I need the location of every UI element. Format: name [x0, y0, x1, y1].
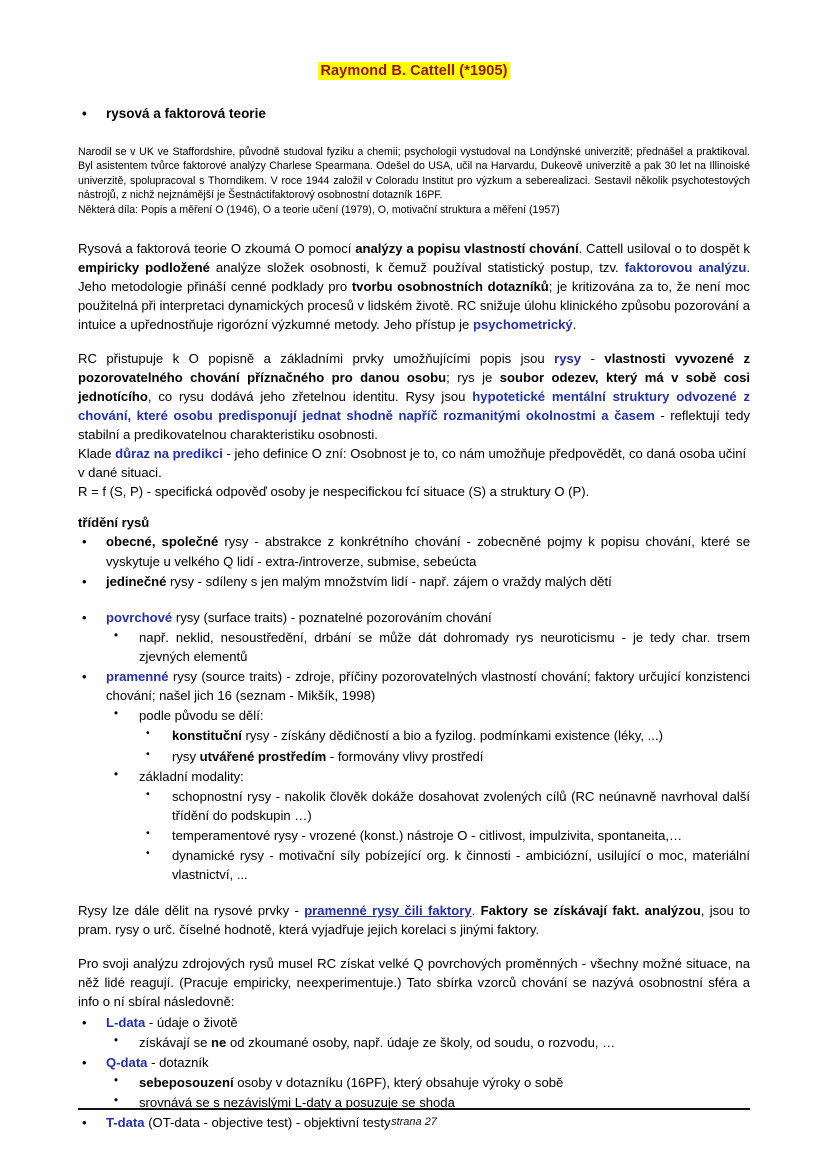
- p5-blue-underline: pramenné rysy čili faktory: [304, 903, 472, 919]
- surface-traits-list: [78, 608, 750, 627]
- item-rest: rysy - získány dědičností a bio a fyzilog. podmínkami existence (léky, ...): [241, 728, 663, 744]
- p1-t6: .: [572, 317, 577, 333]
- bullet-icon: •: [114, 1034, 119, 1047]
- p2-t2: -: [581, 350, 605, 366]
- bullet-icon: •: [82, 1055, 87, 1071]
- p3-t1: Klade: [78, 446, 116, 462]
- origin-items: [78, 726, 750, 765]
- p1-blue1: faktorovou analýzu: [624, 260, 747, 276]
- ldata-sub-bold: ne: [211, 1034, 227, 1050]
- bullet-icon: •: [146, 787, 150, 800]
- bullet-icon: •: [82, 1014, 87, 1030]
- p1-b1: analýzy a popisu vlastností chování: [355, 241, 579, 257]
- qdata-list: [78, 1053, 750, 1072]
- list-item-text: temperamentové rysy - vrozené (konst.) nástroje O - citlivost, impulzivita, spontaneita,…: [172, 827, 683, 843]
- page-title: [78, 62, 750, 80]
- paragraph-personality-sphere: Pro svoji analýzu zdrojových rysů musel RC získat velké Q povrchových proměnných - všechny možné situace, na něž lidé reagují. (Pracuje empiricky, neexperimentuje.) Tato sbírka vzorců chování se nazývá osobnostní sféra a info o ní sbíral následovně:: [78, 955, 750, 1009]
- paragraph-theory-overview: [78, 239, 750, 335]
- item-bold: konstituční: [172, 728, 242, 744]
- list-item-text: srovnává se s nezávislými L-daty a posuzuje se shoda: [139, 1095, 455, 1111]
- bullet-icon: •: [82, 534, 87, 550]
- list-item: [78, 787, 750, 825]
- ldata-label: L-data: [106, 1014, 146, 1030]
- trait-classification-list: [78, 532, 750, 590]
- list-item: [78, 1053, 750, 1072]
- qdata-sub1-bold: sebeposouzení: [139, 1075, 234, 1091]
- topic-bullet-label: rysová a faktorová teorie: [106, 106, 266, 121]
- ldata-sub-pre: získávají se: [139, 1034, 212, 1050]
- p1-t5: ; je kritizována za to, že není moc použitelná při interpretaci dynamických procesů v lidském životě. RC snižuje úlohu klinického způsobu pozorování a intuice a upřednostňuje rigorózní výzkumné metody. Jeho přístup je: [78, 279, 750, 333]
- list-item: [78, 846, 750, 884]
- bullet-icon: •: [82, 106, 87, 121]
- qdata-sublist: [78, 1073, 750, 1112]
- list-item: [78, 532, 750, 570]
- p3-blue1: důraz na predikci: [115, 446, 223, 462]
- p2-t4: , co rysu dodává jeho zřetelnou identitu. Rysy jsou: [147, 388, 473, 404]
- p2-b2: soubor odezev, který má v sobě cosi jednotícího: [78, 369, 750, 404]
- topic-bullet: [78, 106, 750, 121]
- bullet-icon: •: [82, 1115, 87, 1131]
- bullet-icon: •: [114, 708, 119, 721]
- p1-b2: empiricky podložené: [78, 260, 210, 276]
- list-item: [78, 706, 750, 725]
- ldata-sub-post: od zkoumané osoby, např. údaje ze školy, od soudu, o rozvodu, …: [226, 1034, 616, 1050]
- page-title-text: Raymond B. Cattell (*1905): [320, 63, 508, 79]
- origin-group: [78, 706, 750, 725]
- bullet-icon: •: [114, 629, 119, 642]
- bullet-icon: •: [146, 826, 150, 839]
- source-traits-list: [78, 667, 750, 705]
- list-item-text: [172, 747, 750, 766]
- p1-b3: tvorbu osobnostních dotazníků: [351, 279, 549, 295]
- paragraph-prediction: [78, 444, 750, 482]
- povrchove-rest: rysy (surface traits) - poznatelné pozorováním chování: [172, 609, 492, 625]
- list-item: [78, 1073, 750, 1092]
- list-item-text: [106, 667, 750, 705]
- list-item: [78, 608, 750, 627]
- list-item-text: základní modality:: [139, 768, 244, 784]
- tdata-rest: (OT-data - objective test) - objektivní testy: [144, 1115, 391, 1131]
- p3-t2: - jeho definice O zní: Osobnost je to, co nám umožňuje předpovědět, co daná osoba učiní v dané situaci.: [78, 446, 747, 481]
- paragraph-formula: R = f (S, P) - specifická odpověď osoby je nespecifickou fcí situace (S) a struktury O (P).: [78, 484, 590, 500]
- item-bold: obecné, společné: [106, 534, 219, 550]
- list-item: [78, 726, 750, 745]
- bullet-icon: •: [82, 609, 87, 625]
- p5-t3: , jsou to pram. rysy o urč. číselné hodnotě, která vyjadřuje jejich korelaci s jinými faktory.: [78, 903, 750, 938]
- bullet-icon: •: [146, 727, 150, 740]
- section-heading-trideni: třídění rysů: [78, 515, 150, 531]
- bullet-icon: •: [82, 573, 87, 589]
- povrchove-label: povrchové: [106, 609, 173, 625]
- list-item-text: [106, 532, 750, 570]
- page-number: strana 27: [391, 1116, 437, 1128]
- list-item-text: [106, 1053, 750, 1072]
- bullet-icon: •: [146, 847, 150, 860]
- list-item-text: [106, 608, 750, 627]
- pramenne-rest: rysy (source traits) - zdroje, příčiny pozorovatelných vlastností chování; faktory určující konzistenci chování; našel jich 16 (seznam - Mikšík, 1998): [106, 669, 750, 704]
- p2-t3: ; rys je: [446, 369, 500, 385]
- list-item-text: [106, 1013, 750, 1032]
- ldata-sublist: [78, 1033, 750, 1052]
- bullet-icon: •: [114, 768, 119, 781]
- list-item-text: [172, 726, 750, 745]
- p1-t4: . Jeho metodologie přináší cenné podklady pro: [78, 260, 750, 295]
- works-paragraph: Některá díla: Popis a měření O (1946), O a teorie učení (1979), O, motivační struktura a měření (1957): [78, 203, 560, 216]
- modality-group: [78, 767, 750, 786]
- item-bold: jedinečné: [106, 573, 167, 589]
- list-item-text: [139, 1033, 750, 1052]
- list-item-text: [139, 1073, 750, 1092]
- p2-blue1: rysy: [554, 350, 582, 366]
- qdata-rest: - dotazník: [147, 1055, 209, 1071]
- p1-t3: analýze složek osobnosti, k čemuž používal statistický postup, tzv.: [209, 260, 625, 276]
- page-footer: [78, 1108, 750, 1131]
- list-item: [78, 1033, 750, 1052]
- list-item: [78, 767, 750, 786]
- biography-paragraph: Narodil se v UK ve Staffordshire, původně studoval fyziku a chemii; psychologii vystudoval na Londýnské univerzitě; přednášel a praktikoval. Byl asistentem tvůrce faktorové analýzy Charlese Spearmana. Odešel do USA, učil na Harvardu, Dukeově univerzitě a pak 30 let na Illinoiské univerzitě, spolupracoval s Thorndikem. V roce 1944 založil v Coloradu Institut pro výzkum a seberealizaci. Sestavil několik psychotestových nástrojů, z nichž nejznámější je Šestnáctifaktorový osobnostní dotazník 16PF.: [78, 146, 750, 202]
- modality-items: [78, 787, 750, 885]
- bullet-icon: •: [114, 1095, 119, 1108]
- p1-blue2: psychometrický: [472, 317, 573, 333]
- list-item: [78, 628, 750, 666]
- pramenne-label: pramenné: [106, 669, 169, 685]
- p5-t1: Rysy lze dále dělit na rysové prvky -: [78, 903, 305, 919]
- paragraph-traits-definition: [78, 349, 750, 445]
- item-rest: rysy - abstrakce z konkrétního chování - zobecněné pojmy k popisu chování, které se vyskytuje u velkého Q lidí - extra-/introverze, submise, sebeúcta: [106, 534, 751, 569]
- list-item-text: [106, 572, 750, 591]
- bullet-icon: •: [82, 669, 87, 685]
- ldata-rest: - údaje o životě: [145, 1014, 238, 1030]
- bullet-icon: •: [146, 747, 150, 760]
- item-pre: rysy: [172, 748, 200, 764]
- list-item: [78, 747, 750, 766]
- qdata-sub1-rest: osoby v dotazníku (16PF), který obsahuje výroky o sobě: [233, 1075, 564, 1091]
- list-item-text: dynamické rysy - motivační síly pobízející org. k činnosti - ambiciózní, usilující o moc, materiální vlastnictví, ...: [172, 848, 750, 883]
- footer-divider: [78, 1108, 750, 1110]
- p2-t1: RC přistupuje k O popisně a základními prvky umožňujícími popis jsou: [78, 350, 555, 366]
- p5-b1: Faktory se získávají fakt. analýzou: [480, 903, 701, 919]
- p1-t1: Rysová a faktorová teorie O zkoumá O pomocí: [78, 241, 356, 257]
- p1-t2: . Cattell usiloval o to dospět k: [578, 241, 750, 257]
- p2-blue2: hypotetické mentální struktury odvozené z chování, které osobu predisponují jednat shodně napříč rozmanitými okolnostmi a časem: [78, 388, 751, 423]
- p2-b1: vlastnosti vyvozené z pozorovatelného chování příznačného pro danou osobu: [78, 350, 750, 385]
- paragraph-factors: [78, 901, 750, 939]
- p5-t2: .: [471, 903, 481, 919]
- list-item-text: podle původu se dělí:: [139, 708, 264, 724]
- list-item-text: schopnostní rysy - nakolik člověk dokáže dosahovat zvolených cílů (RC neúnavně navrhoval další třídění do podskupin …): [172, 788, 750, 823]
- surface-traits-sublist: [78, 628, 750, 666]
- list-item: [78, 667, 750, 705]
- list-item: [78, 826, 750, 845]
- p2-t5: - reflektují tedy stabilní a predikovatelnou charakteristiku osobnosti.: [78, 407, 750, 443]
- item-bold: utvářené prostředím: [199, 748, 327, 764]
- page-content: [78, 62, 750, 1134]
- item-rest: rysy - sdíleny s jen malým množstvím lidí - např. zájem o vraždy malých dětí: [166, 573, 612, 589]
- list-item: [78, 1013, 750, 1032]
- list-item-text: např. neklid, nesoustředění, drbání se může dát dohromady rys neuroticismu - je tedy char. trsem zjevných elementů: [139, 629, 750, 664]
- list-item: [78, 572, 750, 591]
- bullet-icon: •: [114, 1075, 119, 1088]
- data-types-list: [78, 1013, 750, 1032]
- item-rest: - formovány vlivy prostředí: [326, 748, 484, 764]
- tdata-label: T-data: [106, 1115, 145, 1131]
- qdata-label: Q-data: [106, 1055, 148, 1071]
